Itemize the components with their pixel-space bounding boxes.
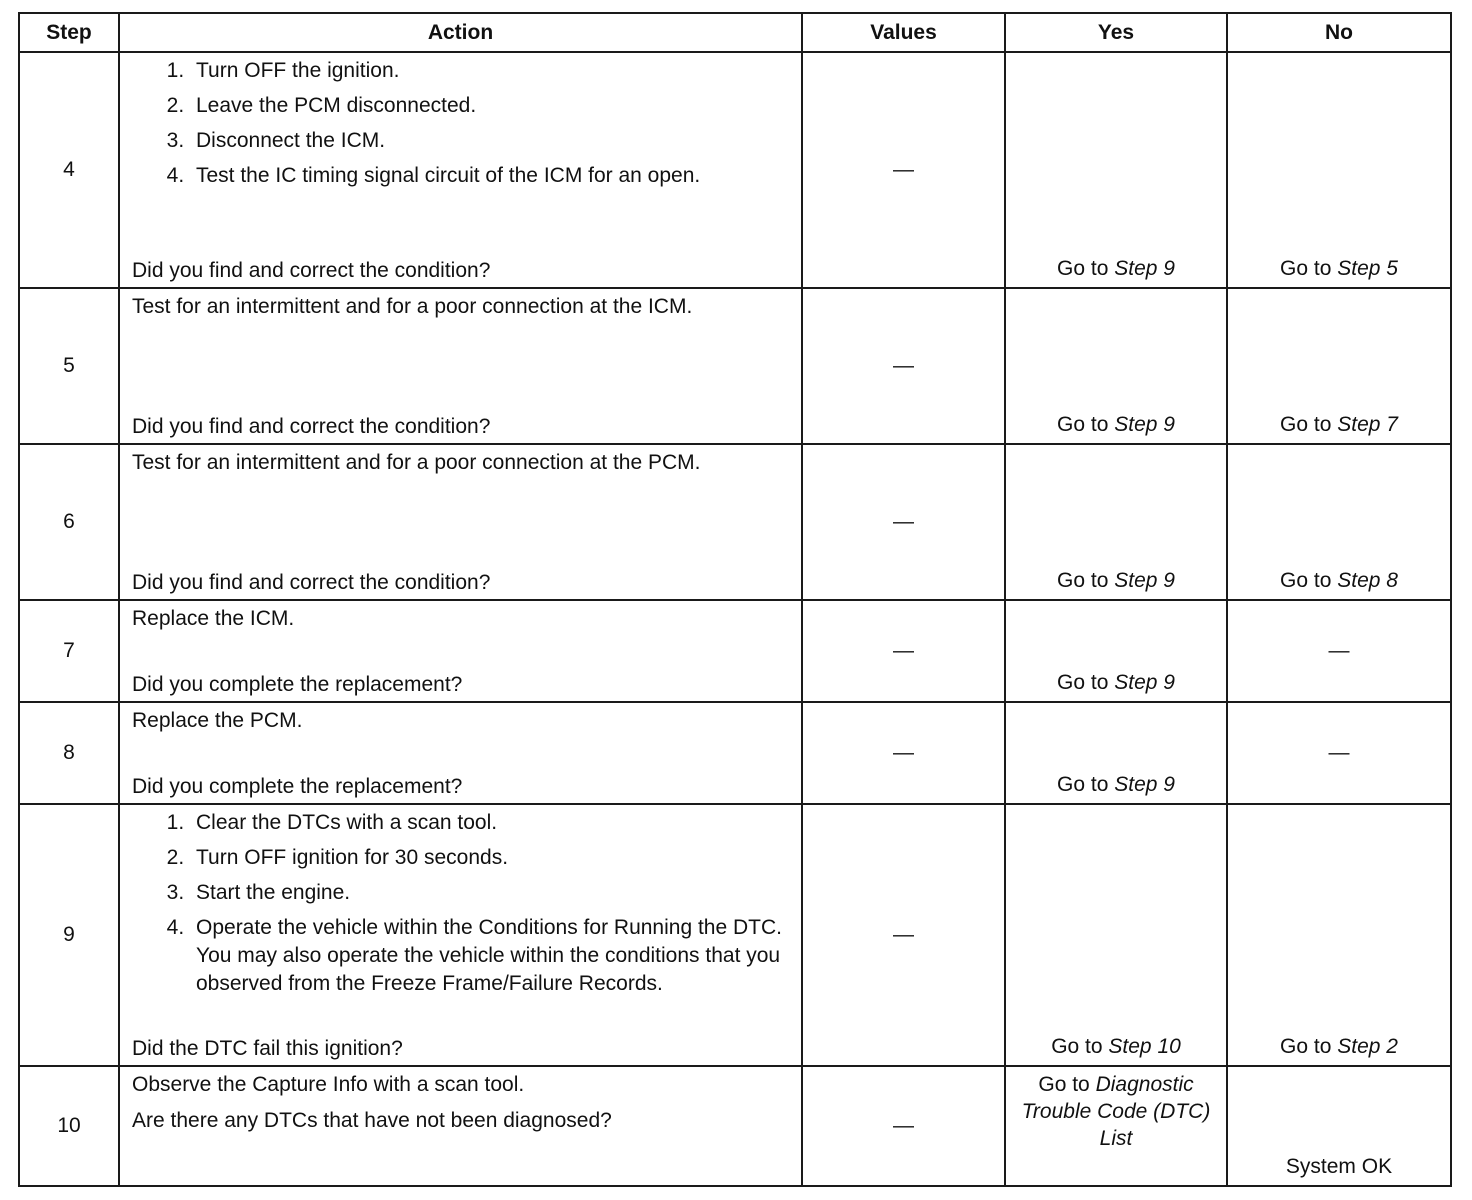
question-text: Did you find and correct the condition? — [132, 415, 491, 438]
values-cell — [802, 444, 1005, 600]
step-link[interactable]: Step 5 — [1337, 257, 1398, 280]
action-cell — [119, 288, 802, 444]
action-cell — [119, 52, 802, 288]
header-no: No — [1227, 13, 1451, 52]
no-dash: — — [1328, 741, 1350, 764]
values-dash: — — [893, 354, 914, 377]
yes-cell — [1005, 804, 1227, 1066]
go-to-label: Go to — [1051, 1035, 1103, 1058]
action-list — [132, 57, 789, 190]
yes-cell — [1005, 52, 1227, 288]
step-number: 10 — [19, 1066, 119, 1186]
action-cell — [119, 600, 802, 702]
action-text: Test for an intermittent and for a poor connection at the ICM. — [132, 295, 693, 318]
step-link[interactable]: Step 2 — [1337, 1035, 1398, 1058]
header-yes: Yes — [1005, 13, 1227, 52]
step-number: 4 — [19, 52, 119, 288]
step-link[interactable]: Step 10 — [1108, 1035, 1181, 1058]
values-dash: — — [893, 158, 914, 181]
table-row — [19, 288, 1451, 444]
values-dash: — — [893, 923, 914, 946]
no-cell — [1227, 702, 1451, 804]
no-cell — [1227, 52, 1451, 288]
go-to-label: Go to — [1057, 569, 1109, 592]
table-row — [19, 1066, 1451, 1186]
values-cell — [802, 804, 1005, 1066]
action-text: Replace the PCM. — [132, 709, 303, 732]
table-row — [19, 804, 1451, 1066]
question-text: Did you find and correct the condition? — [132, 259, 491, 282]
go-to-label: Go to — [1038, 1073, 1090, 1096]
values-dash: — — [893, 1114, 914, 1137]
go-to-label: Go to — [1280, 413, 1332, 436]
question-text: Are there any DTCs that have not been diagnosed? — [132, 1109, 612, 1132]
header-action: Action — [119, 13, 802, 52]
go-to-label: Go to — [1280, 257, 1332, 280]
values-dash: — — [893, 741, 914, 764]
list-item: 4. Test the IC timing signal circuit of the ICM for an open. — [190, 162, 789, 190]
list-item: 1. Clear the DTCs with a scan tool. — [190, 809, 789, 837]
list-item: 1. Turn OFF the ignition. — [190, 57, 789, 85]
yes-cell — [1005, 702, 1227, 804]
yes-cell — [1005, 600, 1227, 702]
question-text: Did the DTC fail this ignition? — [132, 1037, 403, 1060]
action-text: Test for an intermittent and for a poor connection at the PCM. — [132, 451, 701, 474]
system-ok-text: System OK — [1285, 1155, 1393, 1178]
no-dash: — — [1328, 639, 1350, 662]
values-dash: — — [893, 639, 914, 662]
values-cell — [802, 288, 1005, 444]
step-number: 9 — [19, 804, 119, 1066]
action-text: Observe the Capture Info with a scan tool. — [132, 1073, 525, 1096]
action-list — [132, 809, 789, 998]
no-cell — [1227, 600, 1451, 702]
table-row — [19, 600, 1451, 702]
question-text: Did you complete the replacement? — [132, 673, 463, 696]
action-cell — [119, 804, 802, 1066]
list-item: 3. Start the engine. — [190, 879, 789, 907]
action-cell — [119, 702, 802, 804]
no-cell — [1227, 1066, 1451, 1186]
action-cell — [119, 1066, 802, 1186]
go-to-label: Go to — [1057, 413, 1109, 436]
values-dash: — — [893, 510, 914, 533]
go-to-label: Go to — [1057, 671, 1109, 694]
values-cell — [802, 702, 1005, 804]
no-cell — [1227, 444, 1451, 600]
step-number: 5 — [19, 288, 119, 444]
list-item: 2. Leave the PCM disconnected. — [190, 92, 789, 120]
action-text: Replace the ICM. — [132, 607, 295, 630]
step-link[interactable]: Step 9 — [1114, 671, 1175, 694]
step-link[interactable]: Step 9 — [1114, 773, 1175, 796]
dtc-list-link[interactable]: Diagnostic Trouble Code (DTC) List — [1021, 1073, 1211, 1150]
step-number: 8 — [19, 702, 119, 804]
step-link[interactable]: Step 9 — [1114, 413, 1175, 436]
yes-cell — [1005, 288, 1227, 444]
step-number: 7 — [19, 600, 119, 702]
list-item: 3. Disconnect the ICM. — [190, 127, 789, 155]
diagnostic-table — [18, 12, 1452, 1187]
question-text: Did you complete the replacement? — [132, 775, 463, 798]
go-to-label: Go to — [1280, 569, 1332, 592]
list-item: 2. Turn OFF ignition for 30 seconds. — [190, 844, 789, 872]
no-cell — [1227, 804, 1451, 1066]
go-to-label: Go to — [1057, 257, 1109, 280]
yes-cell — [1005, 444, 1227, 600]
go-to-label: Go to — [1280, 1035, 1332, 1058]
step-link[interactable]: Step 9 — [1114, 257, 1175, 280]
header-row — [19, 13, 1451, 52]
values-cell — [802, 52, 1005, 288]
list-item: 4. Operate the vehicle within the Conditions for Running the DTC. You may also operate the vehicle within the conditions that you observed from the Freeze Frame/Failure Records. — [190, 914, 789, 998]
go-to-label: Go to — [1057, 773, 1109, 796]
step-number: 6 — [19, 444, 119, 600]
no-cell — [1227, 288, 1451, 444]
table-row — [19, 702, 1451, 804]
values-cell — [802, 600, 1005, 702]
step-link[interactable]: Step 7 — [1337, 413, 1398, 436]
header-values: Values — [802, 13, 1005, 52]
table-row — [19, 52, 1451, 288]
step-link[interactable]: Step 8 — [1337, 569, 1398, 592]
step-link[interactable]: Step 9 — [1114, 569, 1175, 592]
question-text: Did you find and correct the condition? — [132, 571, 491, 594]
action-cell — [119, 444, 802, 600]
yes-cell — [1005, 1066, 1227, 1186]
table-row — [19, 444, 1451, 600]
header-step: Step — [19, 13, 119, 52]
values-cell — [802, 1066, 1005, 1186]
